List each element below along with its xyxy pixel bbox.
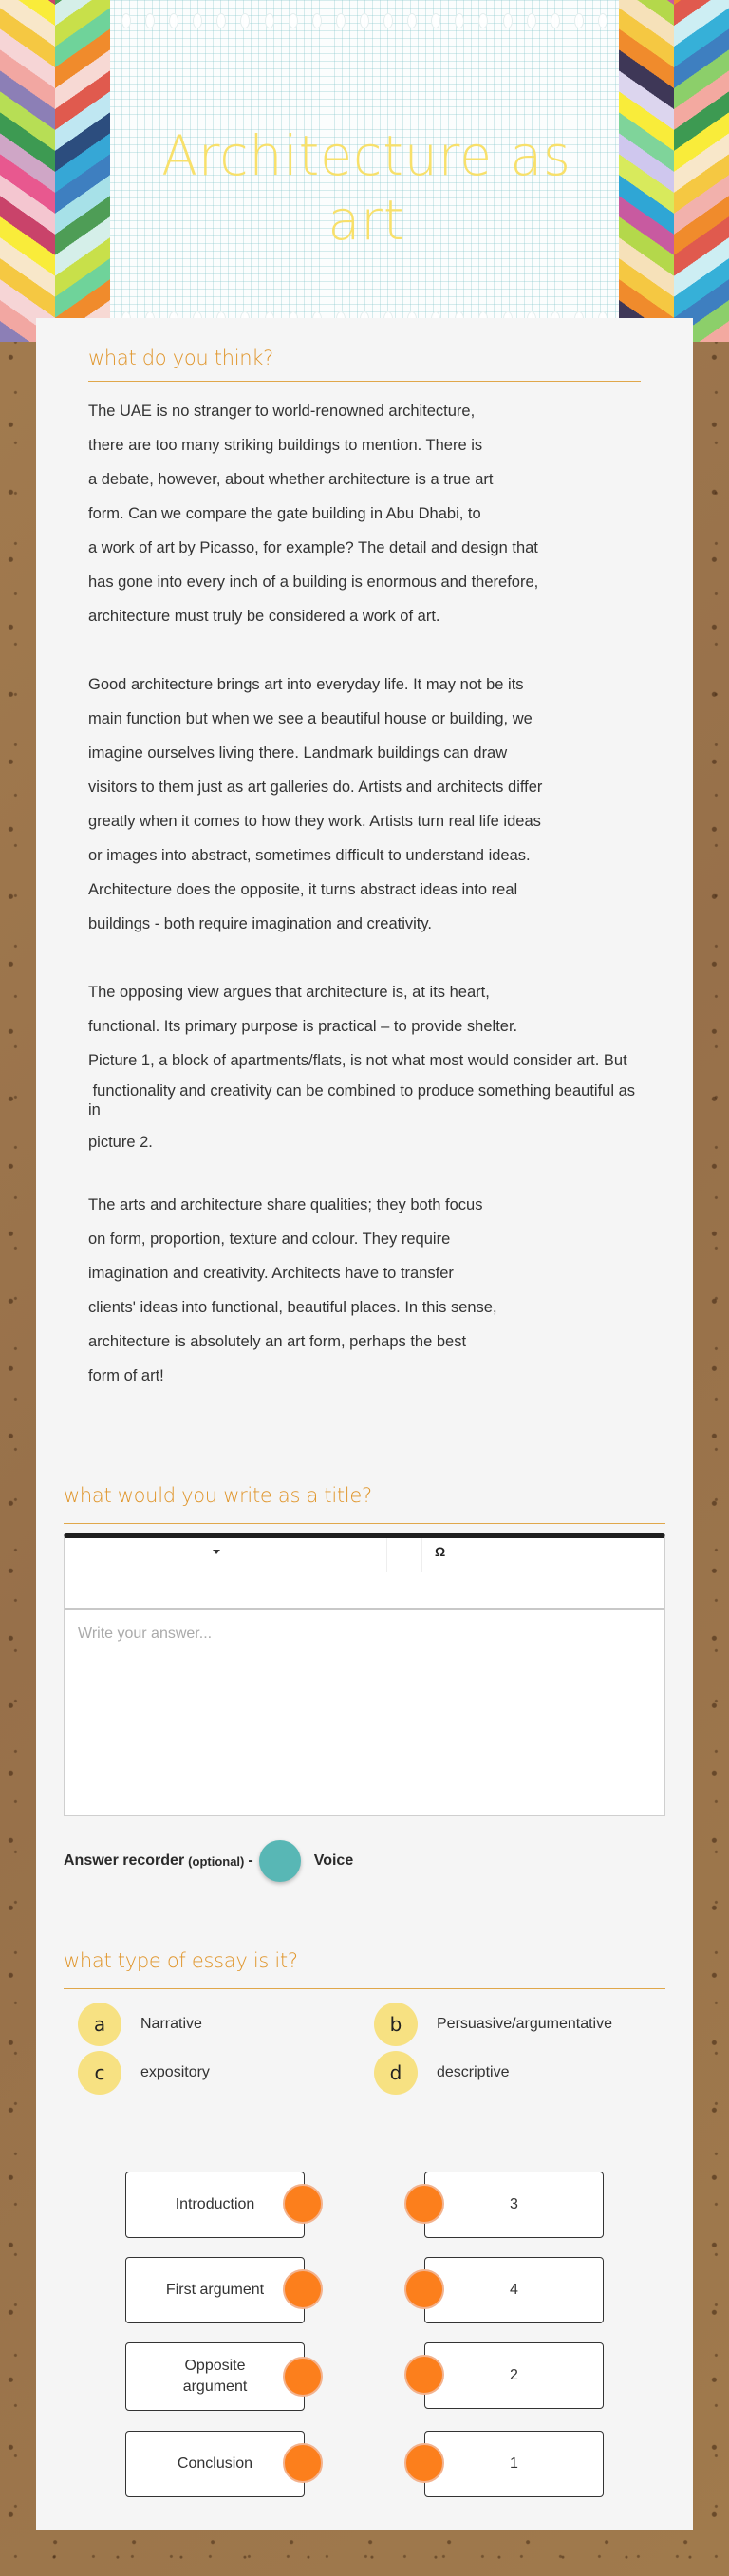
text-line: form. Can we compare the gate building in Abu Dhabi, to bbox=[88, 505, 481, 522]
text-line: functional. Its primary purpose is practical – to provide shelter. bbox=[88, 1018, 518, 1035]
heading-write-title: what would you write as a title? bbox=[64, 1484, 372, 1507]
option-a[interactable] bbox=[78, 2003, 202, 2046]
option-label: expository bbox=[140, 2064, 210, 2080]
text-line: imagination and creativity. Architects have to transfer bbox=[88, 1265, 454, 1282]
special-character-button[interactable]: Ω bbox=[435, 1544, 446, 1559]
rich-text-editor bbox=[64, 1533, 665, 1816]
notebook-holes-top bbox=[122, 13, 608, 30]
match-connector-left[interactable] bbox=[283, 2443, 323, 2483]
match-right-item[interactable] bbox=[424, 2172, 604, 2238]
text-line: picture 2. bbox=[88, 1134, 153, 1151]
text-line: architecture is absolutely an art form, perhaps the best bbox=[88, 1333, 467, 1350]
chevron-pattern-left bbox=[0, 0, 110, 342]
answer-recorder bbox=[64, 1840, 353, 1882]
page-title: Architecture as art bbox=[161, 123, 571, 253]
match-left-opposite-argument[interactable] bbox=[125, 2342, 305, 2411]
recorder-dash: - bbox=[248, 1852, 253, 1869]
section-heading-title bbox=[64, 1484, 665, 1524]
text-line: architecture must truly be considered a work of art. bbox=[88, 608, 440, 625]
match-left-first-argument[interactable] bbox=[125, 2257, 305, 2323]
paragraph-3 bbox=[88, 975, 639, 1159]
text-line: The opposing view argues that architecture is, at its heart, bbox=[88, 984, 490, 1001]
text-line: greatly when it comes to how they work. Artists turn real life ideas bbox=[88, 813, 541, 830]
text-line: a debate, however, about whether architecture is a true art bbox=[88, 471, 494, 488]
essay-text bbox=[88, 394, 639, 1427]
match-label: Conclusion bbox=[177, 2455, 253, 2472]
answer-textarea[interactable] bbox=[65, 1610, 664, 1815]
match-label: 4 bbox=[510, 2282, 518, 2298]
toolbar-button[interactable] bbox=[388, 1538, 422, 1572]
option-label: Narrative bbox=[140, 2016, 202, 2032]
option-badge: c bbox=[78, 2051, 122, 2095]
match-label: 2 bbox=[510, 2367, 518, 2383]
text-line: there are too many striking buildings to mention. There is bbox=[88, 437, 483, 454]
text-line: has gone into every inch of a building is enormous and therefore, bbox=[88, 573, 539, 591]
match-right-item[interactable] bbox=[424, 2257, 604, 2323]
format-dropdown[interactable] bbox=[65, 1538, 387, 1572]
text-line: The UAE is no stranger to world-renowned architecture, bbox=[88, 403, 476, 420]
text-line: The arts and architecture share qualities; they both focus bbox=[88, 1196, 483, 1213]
text-line: main function but when we see a beautiful house or building, we bbox=[88, 710, 533, 727]
match-left-conclusion[interactable] bbox=[125, 2431, 305, 2497]
text-line: or images into abstract, sometimes difficult to understand ideas. bbox=[88, 847, 531, 864]
chevron-pattern-right bbox=[619, 0, 729, 342]
match-connector-right[interactable] bbox=[404, 2443, 444, 2483]
option-label: Persuasive/argumentative bbox=[437, 2016, 612, 2032]
essay-type-options bbox=[78, 2003, 666, 2107]
match-right-item[interactable] bbox=[424, 2431, 604, 2497]
match-connector-left[interactable] bbox=[283, 2184, 323, 2224]
match-label: First argument bbox=[165, 2282, 265, 2298]
match-label: Opposite argument bbox=[182, 2358, 248, 2395]
text-line: form of art! bbox=[88, 1367, 164, 1384]
match-connector-right[interactable] bbox=[404, 2269, 444, 2309]
section-heading-essay-type bbox=[64, 1949, 665, 1989]
worksheet-card bbox=[36, 318, 693, 2530]
answer-placeholder: Write your answer... bbox=[78, 1626, 213, 1642]
heading-what-do-you-think: what do you think? bbox=[88, 347, 273, 369]
option-label: descriptive bbox=[437, 2064, 510, 2080]
recorder-optional: (optional) bbox=[188, 1853, 245, 1869]
text-line: visitors to them just as art galleries do. Artists and architects differ bbox=[88, 779, 543, 796]
match-connector-right[interactable] bbox=[404, 2184, 444, 2224]
editor-toolbar bbox=[65, 1538, 664, 1610]
match-right-item[interactable] bbox=[424, 2342, 604, 2409]
voice-label: Voice bbox=[313, 1852, 354, 1869]
text-line: Good architecture brings art into everyday life. It may not be its bbox=[88, 676, 524, 693]
option-badge: a bbox=[78, 2003, 122, 2046]
match-connector-left[interactable] bbox=[283, 2357, 323, 2397]
option-badge: d bbox=[374, 2051, 418, 2095]
text-line: Architecture does the opposite, it turns abstract ideas into real bbox=[88, 881, 518, 898]
paragraph-1 bbox=[88, 394, 639, 633]
text-line: imagine ourselves living there. Landmark buildings can draw bbox=[88, 744, 508, 762]
header-banner bbox=[0, 0, 729, 342]
text-line: clients' ideas into functional, beautiful places. In this sense, bbox=[88, 1299, 497, 1316]
match-label: Introduction bbox=[175, 2196, 255, 2212]
text-line: buildings - both require imagination and creativity. bbox=[88, 915, 432, 932]
match-connector-left[interactable] bbox=[283, 2269, 323, 2309]
text-line: on form, proportion, texture and colour. They require bbox=[88, 1231, 451, 1248]
match-label: 1 bbox=[510, 2455, 518, 2472]
match-label: 3 bbox=[510, 2196, 518, 2212]
text-line: functionality and creativity can be combined to produce something beautiful as in bbox=[88, 1082, 640, 1119]
caret-down-icon bbox=[213, 1550, 220, 1554]
paragraph-4 bbox=[88, 1188, 639, 1393]
heading-essay-type: what type of essay is it? bbox=[64, 1949, 298, 1972]
paragraph-2 bbox=[88, 668, 639, 941]
match-left-introduction[interactable] bbox=[125, 2172, 305, 2238]
text-line: Picture 1, a block of apartments/flats, is not what most would consider art. But bbox=[88, 1052, 627, 1069]
record-voice-button[interactable] bbox=[259, 1840, 301, 1882]
option-b[interactable] bbox=[374, 2003, 612, 2046]
recorder-label: Answer recorder bbox=[64, 1852, 185, 1869]
text-line: a work of art by Picasso, for example? The detail and design that bbox=[88, 539, 538, 556]
option-badge: b bbox=[374, 2003, 418, 2046]
option-d[interactable] bbox=[374, 2051, 509, 2095]
option-c[interactable] bbox=[78, 2051, 210, 2095]
section-heading-think bbox=[88, 347, 641, 382]
match-connector-right[interactable] bbox=[404, 2355, 444, 2395]
